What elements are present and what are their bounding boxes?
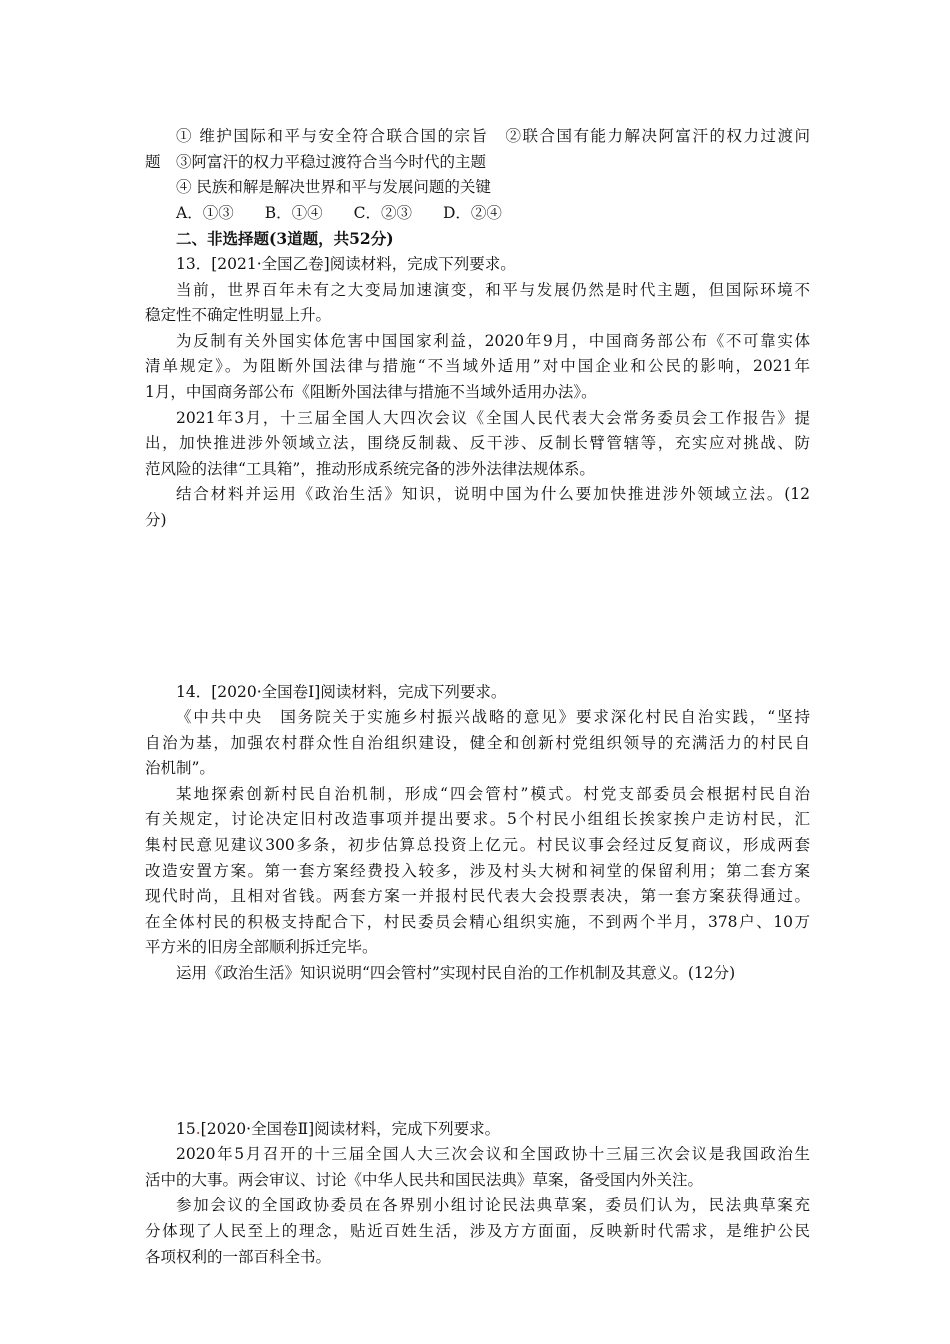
q13-paragraph-line: 稳定性不确定性明显上升。 bbox=[145, 306, 332, 325]
q14-paragraph-line: 自治为基，加强农村群众性自治组织建设，健全和创新村党组织领导的充满活力的村民自 bbox=[145, 733, 810, 752]
q13-question-line: 结合材料并运用《政治生活》知识，说明中国为什么要加快推进涉外领域立法。(12 bbox=[176, 485, 810, 504]
q15-paragraph-line: 分体现了人民至上的理念，贴近百姓生活，涉及方方面面，反映新时代需求，是维护公民 bbox=[145, 1222, 810, 1240]
q14-paragraph-line: 集村民意见建议300多条，初步估算总投资上亿元。村民议事会经过反复商议，形成两套 bbox=[145, 836, 810, 855]
question-13-title: 13．[2021·全国乙卷]阅读材料，完成下列要求。 bbox=[176, 254, 516, 273]
option-line-1: ① 维护国际和平与安全符合联合国的宗旨 ②联合国有能力解决阿富汗的权力过渡问 bbox=[176, 127, 810, 145]
question-15-title-text: [2020·全国卷Ⅱ]阅读材料，完成下列要求。 bbox=[200, 1119, 501, 1138]
options-block bbox=[145, 124, 810, 226]
option-line-2: 题 ③阿富汗的权力平稳过渡符合当今时代的主题 bbox=[145, 152, 487, 171]
q14-paragraph-line: 某地探索创新村民自治机制，形成“四会管村”模式。村党支部委员会根据村民自治 bbox=[176, 784, 810, 803]
q13-paragraph-line: 范风险的法律“工具箱”，推动形成系统完备的涉外法律法规体系。 bbox=[145, 459, 595, 478]
question-14 bbox=[145, 680, 810, 987]
answer-space bbox=[145, 534, 810, 680]
document-page bbox=[145, 124, 810, 1270]
q14-paragraph-line: 《中共中央 国务院关于实施乡村振兴战略的意见》要求深化村民自治实践，“坚持 bbox=[176, 708, 810, 727]
answer-space bbox=[145, 987, 810, 1117]
section-heading: 二、非选择题(3道题，共52分) bbox=[176, 229, 394, 249]
option-line-3: ④ 民族和解是解决世界和平与发展问题的关键 bbox=[176, 178, 491, 197]
q14-paragraph-line: 现代时尚，且相对省钱。两套方案一并报村民代表大会投票表决，第一套方案获得通过。 bbox=[145, 887, 810, 906]
question-15-number: 15 bbox=[176, 1119, 196, 1138]
question-13 bbox=[145, 252, 810, 534]
q13-paragraph-line: 1月，中国商务部公布《阻断外国法律与措施不当域外适用办法》。 bbox=[145, 382, 597, 401]
q15-paragraph-line: 参加会议的全国政协委员在各界别小组讨论民法典草案，委员们认为，民法典草案充 bbox=[176, 1196, 810, 1215]
question-15 bbox=[145, 1117, 810, 1271]
q13-paragraph-line: 为反制有关外国实体危害中国国家利益，2020年9月，中国商务部公布《不可靠实体 bbox=[176, 331, 810, 350]
q15-paragraph-line: 2020年5月召开的十三届全国人大三次会议和全国政协十三届三次会议是我国政治生 bbox=[176, 1145, 810, 1164]
question-15-title bbox=[145, 1117, 810, 1143]
q14-paragraph-line: 平方米的旧房全部顺利拆迁完毕。 bbox=[145, 938, 378, 957]
q14-paragraph-line: 在全体村民的积极支持配合下，村民委员会精心组织实施，不到两个半月，378户、10万 bbox=[145, 912, 810, 931]
q13-question-line: 分) bbox=[145, 510, 167, 529]
q14-paragraph-line: 有关规定，讨论决定旧村改造事项并提出要求。5个村民小组组长挨家挨户走访村民，汇 bbox=[145, 810, 810, 829]
q13-paragraph-line: 2021年3月，十三届全国人大四次会议《全国人民代表大会常务委员会工作报告》提 bbox=[176, 408, 810, 427]
q15-paragraph-line: 各项权利的一部百科全书。 bbox=[145, 1247, 332, 1266]
q15-paragraph-line: 活中的大事。两会审议、讨论《中华人民共和国民法典》草案，备受国内外关注。 bbox=[145, 1170, 704, 1189]
q13-paragraph-line: 清单规定》。为阻断外国法律与措施“不当域外适用”对中国企业和公民的影响，2021年 bbox=[145, 357, 810, 376]
q13-paragraph-line: 出，加快推进涉外领域立法，围绕反制裁、反干涉、反制长臂管辖等，充实应对挑战、防 bbox=[145, 434, 810, 453]
q14-paragraph-line: 改造安置方案。第一套方案经费投入较多，涉及村头大树和祠堂的保留利用；第二套方案 bbox=[145, 861, 810, 880]
answer-choices: A．①③ B．①④ C．②③ D．②④ bbox=[176, 203, 502, 222]
question-14-title: 14．[2020·全国卷Ⅰ]阅读材料，完成下列要求。 bbox=[176, 682, 507, 701]
q14-paragraph-line: 治机制”。 bbox=[145, 759, 215, 778]
q14-question-line: 运用《政治生活》知识说明“四会管村”实现村民自治的工作机制及其意义。(12分) bbox=[176, 964, 736, 983]
question-15-dot: . bbox=[195, 1119, 201, 1138]
q13-paragraph-line: 当前，世界百年未有之大变局加速演变，和平与发展仍然是时代主题，但国际环境不 bbox=[176, 280, 810, 299]
